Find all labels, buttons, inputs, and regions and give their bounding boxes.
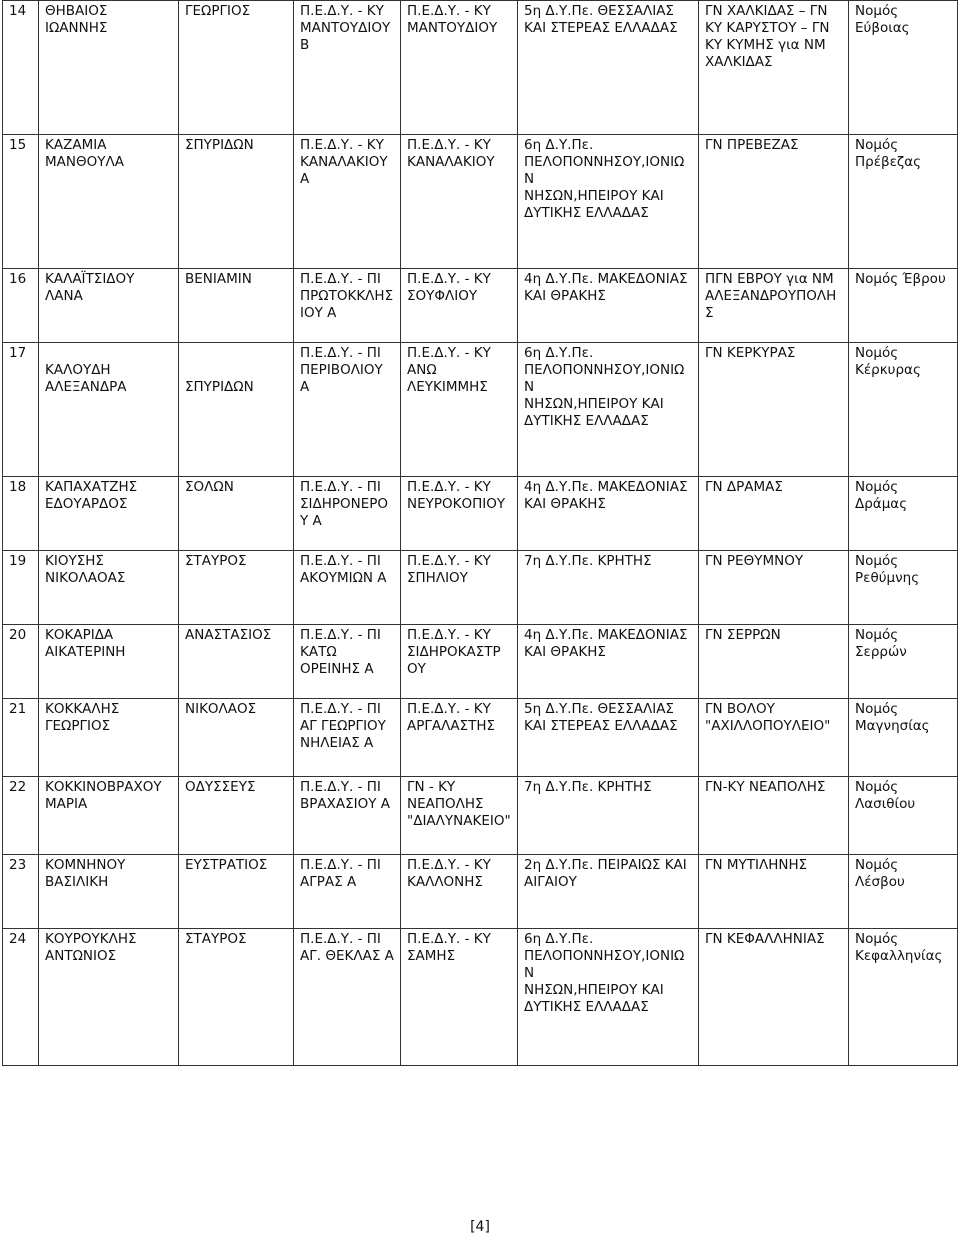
current-unit-cell [294,855,401,929]
cell-line: ΚΑΖΑΜΙΑ [45,137,107,153]
cell-line: 7η Δ.Υ.Πε. ΚΡΗΤΗΣ [524,553,652,569]
cell-line: ΙΟΥ Α [300,305,337,321]
row-number: 16 [3,269,39,343]
hospital-cell [699,699,849,777]
cell-line: Π.Ε.Δ.Υ. - ΚΥ [407,137,491,153]
cell-line: ΟΔΥΣΣΕΥΣ [185,779,256,795]
cell-line: Κέρκυρας [855,362,921,378]
cell-line: ΚΟΥΡΟΥΚΛΗΣ [45,931,137,947]
table-row [3,343,958,477]
cell-line: ΛΑΝΑ [45,288,83,304]
cell-line: ΒΕΝΙΑΜΙΝ [185,271,252,287]
hospital-cell [699,551,849,625]
cell-line: Υ Α [300,513,322,529]
cell-line: ΚΑΙ ΘΡΑΚΗΣ [524,496,606,512]
health-region-cell [518,777,699,855]
cell-line: Νομός [855,553,899,569]
row-number: 20 [3,625,39,699]
first-name-cell [179,777,294,855]
prefecture-cell [849,551,958,625]
cell-line: ΠΓΝ ΕΒΡΟΥ για ΝΜ [705,271,834,287]
assigned-unit-cell [401,929,518,1066]
cell-line: Β [300,37,310,53]
first-name-cell [179,477,294,551]
cell-line: Λασιθίου [855,796,916,812]
cell-line: Νομός [855,931,899,947]
row-number: 14 [3,1,39,135]
row-number: 21 [3,699,39,777]
table-row [3,1,958,135]
cell-line: 4η Δ.Υ.Πε. ΜΑΚΕΔΟΝΙΑΣ [524,627,688,643]
cell-line: ΑΓΡΑΣ Α [300,874,357,890]
cell-line: "ΑΧΙΛΛΟΠΟΥΛΕΙΟ" [705,718,831,734]
cell-line: ΠΕΛΟΠΟΝΝΗΣΟΥ,ΙΟΝΙΩΝ [524,948,685,981]
health-region-cell [518,551,699,625]
table-row [3,777,958,855]
cell-line: ΜΑΡΙΑ [45,796,88,812]
cell-line: ΝΕΑΠΟΛΗΣ [407,796,484,812]
cell-line: ΑΛΕΞΑΝΔΡΟΥΠΟΛΗΣ [705,288,837,321]
first-name-cell [179,1,294,135]
health-region-cell [518,477,699,551]
row-number: 18 [3,477,39,551]
cell-line: 6η Δ.Υ.Πε. [524,137,594,153]
cell-line: Π.Ε.Δ.Υ. - ΠΙ [300,779,381,795]
current-unit-cell [294,777,401,855]
cell-line: ΔΥΤΙΚΗΣ ΕΛΛΑΔΑΣ [524,205,649,221]
cell-line [45,345,172,362]
assigned-unit-cell [401,477,518,551]
cell-line: Π.Ε.Δ.Υ. - ΚΥ [407,345,491,361]
cell-line: ΓΝ - ΚΥ [407,779,456,795]
surname-cell [39,1,179,135]
cell-line: Νομός Έβρου [855,271,946,287]
cell-line: ΜΑΝΤΟΥΔΙΟΥ [300,20,391,36]
cell-line: ΟΡΕΙΝΗΣ Α [300,661,374,677]
cell-line: Π.Ε.Δ.Υ. - ΠΙ [300,857,381,873]
current-unit-cell [294,929,401,1066]
prefecture-cell [849,625,958,699]
assigned-unit-cell [401,777,518,855]
cell-line: ΣΠΥΡΙΔΩΝ [185,379,254,395]
cell-line: Π.Ε.Δ.Υ. - ΠΙ [300,271,381,287]
cell-line: ΣΙΔΗΡΟΚΑΣΤΡΟΥ [407,644,501,677]
hospital-cell [699,777,849,855]
cell-line: 4η Δ.Υ.Πε. ΜΑΚΕΔΟΝΙΑΣ [524,479,688,495]
cell-line: ΣΟΛΩΝ [185,479,234,495]
cell-line: ΚΟΚΑΡΙΔΑ [45,627,114,643]
prefecture-cell [849,135,958,269]
cell-line: Νομός [855,345,899,361]
cell-line: ΜΑΝΤΟΥΔΙΟΥ [407,20,498,36]
cell-line: ΓΝ ΡΕΘΥΜΝΟΥ [705,553,804,569]
cell-line: Π.Ε.Δ.Υ. - ΚΥ [407,627,491,643]
cell-line: Π.Ε.Δ.Υ. - ΚΥ [407,3,491,19]
cell-line: ΣΠΗΛΙΟΥ [407,570,468,586]
cell-line: ΝΗΣΩΝ,ΗΠΕΙΡΟΥ ΚΑΙ [524,982,664,998]
cell-line: ΠΕΛΟΠΟΝΝΗΣΟΥ,ΙΟΝΙΩΝ [524,362,685,395]
current-unit-cell [294,699,401,777]
health-region-cell [518,135,699,269]
cell-line: ΠΡΩΤΟΚΚΛΗΣ [300,288,394,304]
assigned-unit-cell [401,269,518,343]
surname-cell [39,777,179,855]
surname-cell [39,477,179,551]
cell-line: Π.Ε.Δ.Υ. - ΚΥ [407,931,491,947]
cell-line: ΝΙΚΟΛΑΟΑΣ [45,570,126,586]
health-region-cell [518,1,699,135]
assignments-table [2,0,958,1066]
health-region-cell [518,625,699,699]
cell-line: Π.Ε.Δ.Υ. - ΠΙ [300,701,381,717]
cell-line: ΑΙΓΑΙΟΥ [524,874,577,890]
current-unit-cell [294,135,401,269]
cell-line: Α [300,171,310,187]
cell-line: Νομός [855,701,899,717]
cell-line: ΚΑΛΑΪΤΣΙΔΟΥ [45,271,135,287]
cell-line: 4η Δ.Υ.Πε. ΜΑΚΕΔΟΝΙΑΣ [524,271,688,287]
cell-line: ΔΥΤΙΚΗΣ ΕΛΛΑΔΑΣ [524,413,649,429]
prefecture-cell [849,269,958,343]
prefecture-cell [849,929,958,1066]
cell-line: ΑΝΑΣΤΑΣΙΟΣ [185,627,272,643]
cell-line: ΑΝΩ ΛΕΥΚΙΜΜΗΣ [407,362,488,395]
first-name-cell [179,135,294,269]
cell-line: ΣΤΑΥΡΟΣ [185,553,247,569]
cell-line: Νομός [855,3,899,19]
table-row [3,625,958,699]
cell-line: Π.Ε.Δ.Υ. - ΠΙ [300,345,381,361]
row-number: 24 [3,929,39,1066]
row-number: 23 [3,855,39,929]
cell-line: 5η Δ.Υ.Πε. ΘΕΣΣΑΛΙΑΣ [524,3,674,19]
health-region-cell [518,343,699,477]
cell-line: ΣΠΥΡΙΔΩΝ [185,137,254,153]
cell-line: Νομός [855,627,899,643]
cell-line: ΚΑΠΑΧΑΤΖΗΣ [45,479,138,495]
cell-line: 6η Δ.Υ.Πε. [524,931,594,947]
cell-line: ΚΑΛΛΟΝΗΣ [407,874,483,890]
surname-cell [39,343,179,477]
cell-line: ΑΛΕΞΑΝΔΡΑ [45,379,127,395]
cell-line: ΑΡΓΑΛΑΣΤΗΣ [407,718,496,734]
current-unit-cell [294,551,401,625]
row-number: 17 [3,343,39,477]
cell-line: ΑΚΟΥΜΙΩΝ Α [300,570,387,586]
cell-line: ΝΙΚΟΛΑΟΣ [185,701,257,717]
cell-line: ΚΥ ΚΥΜΗΣ για ΝΜ [705,37,826,53]
cell-line: ΝΗΣΩΝ,ΗΠΕΙΡΟΥ ΚΑΙ [524,188,664,204]
cell-line: ΓΝ ΧΑΛΚΙΔΑΣ – ΓΝ [705,3,828,19]
hospital-cell [699,343,849,477]
assigned-unit-cell [401,135,518,269]
cell-line: ΓΕΩΡΓΙΟΣ [45,718,111,734]
current-unit-cell [294,477,401,551]
current-unit-cell [294,343,401,477]
prefecture-cell [849,777,958,855]
table-row [3,269,958,343]
cell-line: Νομός [855,779,899,795]
cell-line: ΕΥΣΤΡΑΤΙΟΣ [185,857,268,873]
cell-line: ΓΝ ΜΥΤΙΛΗΝΗΣ [705,857,808,873]
first-name-cell [179,551,294,625]
cell-line: ΠΕΛΟΠΟΝΝΗΣΟΥ,ΙΟΝΙΩΝ [524,154,685,187]
cell-line: Νομός Λέσβου [855,857,905,890]
cell-line: ΝΗΣΩΝ,ΗΠΕΙΡΟΥ ΚΑΙ [524,396,664,412]
cell-line: ΚΙΟΥΣΗΣ [45,553,104,569]
cell-line: ΜΑΝΘΟΥΛΑ [45,154,124,170]
cell-line: ΑΓ ΓΕΩΡΓΙΟΥ [300,718,386,734]
cell-line: ΣΤΑΥΡΟΣ [185,931,247,947]
cell-line: ΣΟΥΦΛΙΟΥ [407,288,478,304]
first-name-cell [179,929,294,1066]
hospital-cell [699,269,849,343]
cell-line: 2η Δ.Υ.Πε. ΠΕΙΡΑΙΩΣ ΚΑΙ [524,857,687,873]
hospital-cell [699,929,849,1066]
cell-line: ΝΕΥΡΟΚΟΠΙΟΥ [407,496,506,512]
surname-cell [39,929,179,1066]
surname-cell [39,551,179,625]
table-row [3,135,958,269]
cell-line: 7η Δ.Υ.Πε. ΚΡΗΤΗΣ [524,779,652,795]
first-name-cell [179,625,294,699]
cell-line: Π.Ε.Δ.Υ. - ΚΥ [407,271,491,287]
table-row [3,551,958,625]
cell-line: ΑΙΚΑΤΕΡΙΝΗ [45,644,126,660]
row-number: 19 [3,551,39,625]
cell-line: ΧΑΛΚΙΔΑΣ [705,54,773,70]
cell-line: Π.Ε.Δ.Υ. - ΠΙ [300,479,381,495]
surname-cell [39,135,179,269]
cell-line: ΚΑΝΑΛΑΚΙΟΥ [407,154,495,170]
cell-line: ΒΑΣΙΛΙΚΗ [45,874,109,890]
cell-line: Μαγνησίας [855,718,930,734]
surname-cell [39,269,179,343]
surname-cell [39,625,179,699]
table-row [3,855,958,929]
cell-line: ΠΕΡΙΒΟΛΙΟΥ [300,362,383,378]
cell-line: ΚΟΜΝΗΝΟΥ [45,857,126,873]
surname-cell [39,699,179,777]
cell-line: Κεφαλληνίας [855,948,943,964]
cell-line: ΓΝ ΚΕΡΚΥΡΑΣ [705,345,796,361]
cell-line: ΚΟΚΚΙΝΟΒΡΑΧΟΥ [45,779,162,795]
assigned-unit-cell [401,855,518,929]
current-unit-cell [294,269,401,343]
prefecture-cell [849,343,958,477]
cell-line: ΒΡΑΧΑΣΙΟΥ Α [300,796,391,812]
health-region-cell [518,269,699,343]
current-unit-cell [294,1,401,135]
cell-line: ΔΥΤΙΚΗΣ ΕΛΛΑΔΑΣ [524,999,649,1015]
cell-line: ΣΑΜΗΣ [407,948,456,964]
cell-line: Ρεθύμνης [855,570,920,586]
cell-line: ΚΑΙ ΣΤΕΡΕΑΣ ΕΛΛΑΔΑΣ [524,20,678,36]
cell-line: ΓΝ ΔΡΑΜΑΣ [705,479,783,495]
current-unit-cell [294,625,401,699]
cell-line: ΝΗΛΕΙΑΣ Α [300,735,374,751]
cell-line: ΚΑΙ ΘΡΑΚΗΣ [524,288,606,304]
assigned-unit-cell [401,1,518,135]
first-name-cell [179,699,294,777]
cell-line: ΓΝ ΠΡΕΒΕΖΑΣ [705,137,799,153]
page-number: [4] [470,1219,490,1235]
cell-line: ΚΑΤΩ [300,644,337,660]
cell-line: Π.Ε.Δ.Υ. - ΠΙ [300,931,381,947]
prefecture-cell [849,855,958,929]
cell-line: Π.Ε.Δ.Υ. - ΚΥ [407,857,491,873]
table-row [3,929,958,1066]
first-name-cell [179,855,294,929]
assigned-unit-cell [401,699,518,777]
prefecture-cell [849,1,958,135]
table-row [3,477,958,551]
cell-line: ΣΙΔΗΡΟΝΕΡΟ [300,496,389,512]
cell-line: Π.Ε.Δ.Υ. - ΚΥ [407,553,491,569]
hospital-cell [699,1,849,135]
assigned-unit-cell [401,625,518,699]
cell-line: Πρέβεζας [855,154,922,170]
cell-line: ΕΔΟΥΑΡΔΟΣ [45,496,128,512]
cell-line: 6η Δ.Υ.Πε. [524,345,594,361]
table-row [3,699,958,777]
health-region-cell [518,929,699,1066]
assigned-unit-cell [401,343,518,477]
cell-line: ΚΟΚΚΑΛΗΣ [45,701,120,717]
cell-line: Π.Ε.Δ.Υ. - ΚΥ [407,701,491,717]
prefecture-cell [849,477,958,551]
health-region-cell [518,855,699,929]
cell-line: Νομός [855,137,899,153]
cell-line: ΓΝ ΒΟΛΟΥ [705,701,775,717]
cell-line: ΚΑΙ ΘΡΑΚΗΣ [524,644,606,660]
hospital-cell [699,855,849,929]
hospital-cell [699,625,849,699]
cell-line: 5η Δ.Υ.Πε. ΘΕΣΣΑΛΙΑΣ [524,701,674,717]
cell-line: Π.Ε.Δ.Υ. - ΚΥ [300,137,384,153]
cell-line: ΓΝ-ΚΥ ΝΕΑΠΟΛΗΣ [705,779,826,795]
cell-line: Εύβοιας [855,20,910,36]
cell-line: Π.Ε.Δ.Υ. - ΠΙ [300,627,381,643]
cell-line: ΚΑΛΟΥΔΗ [45,362,111,378]
row-number: 22 [3,777,39,855]
first-name-cell [179,343,294,477]
cell-line: Π.Ε.Δ.Υ. - ΠΙ [300,553,381,569]
surname-cell [39,855,179,929]
cell-line: ΑΝΤΩΝΙΟΣ [45,948,117,964]
health-region-cell [518,699,699,777]
cell-line: Σερρών [855,644,907,660]
cell-line: ΓΝ ΣΕΡΡΩΝ [705,627,781,643]
cell-line: ΓΕΩΡΓΙΟΣ [185,3,251,19]
cell-line: Π.Ε.Δ.Υ. - ΚΥ [407,479,491,495]
cell-line: ΚΑΝΑΛΑΚΙΟΥ [300,154,388,170]
prefecture-cell [849,699,958,777]
cell-line: Νομός Δράμας [855,479,908,512]
cell-line: Π.Ε.Δ.Υ. - ΚΥ [300,3,384,19]
hospital-cell [699,477,849,551]
hospital-cell [699,135,849,269]
cell-line: ΚΥ ΚΑΡΥΣΤΟΥ – ΓΝ [705,20,830,36]
row-number: 15 [3,135,39,269]
cell-line: "ΔΙΑΛΥΝΑΚΕΙΟ" [407,813,511,829]
cell-line: Α [300,379,310,395]
cell-line [185,362,287,379]
cell-line [185,345,287,362]
assigned-unit-cell [401,551,518,625]
first-name-cell [179,269,294,343]
cell-line: ΘΗΒΑΙΟΣ ΙΩΑΝΝΗΣ [45,3,108,36]
cell-line: ΓΝ ΚΕΦΑΛΛΗΝΙΑΣ [705,931,825,947]
cell-line: ΑΓ. ΘΕΚΛΑΣ Α [300,948,394,964]
cell-line: ΚΑΙ ΣΤΕΡΕΑΣ ΕΛΛΑΔΑΣ [524,718,678,734]
